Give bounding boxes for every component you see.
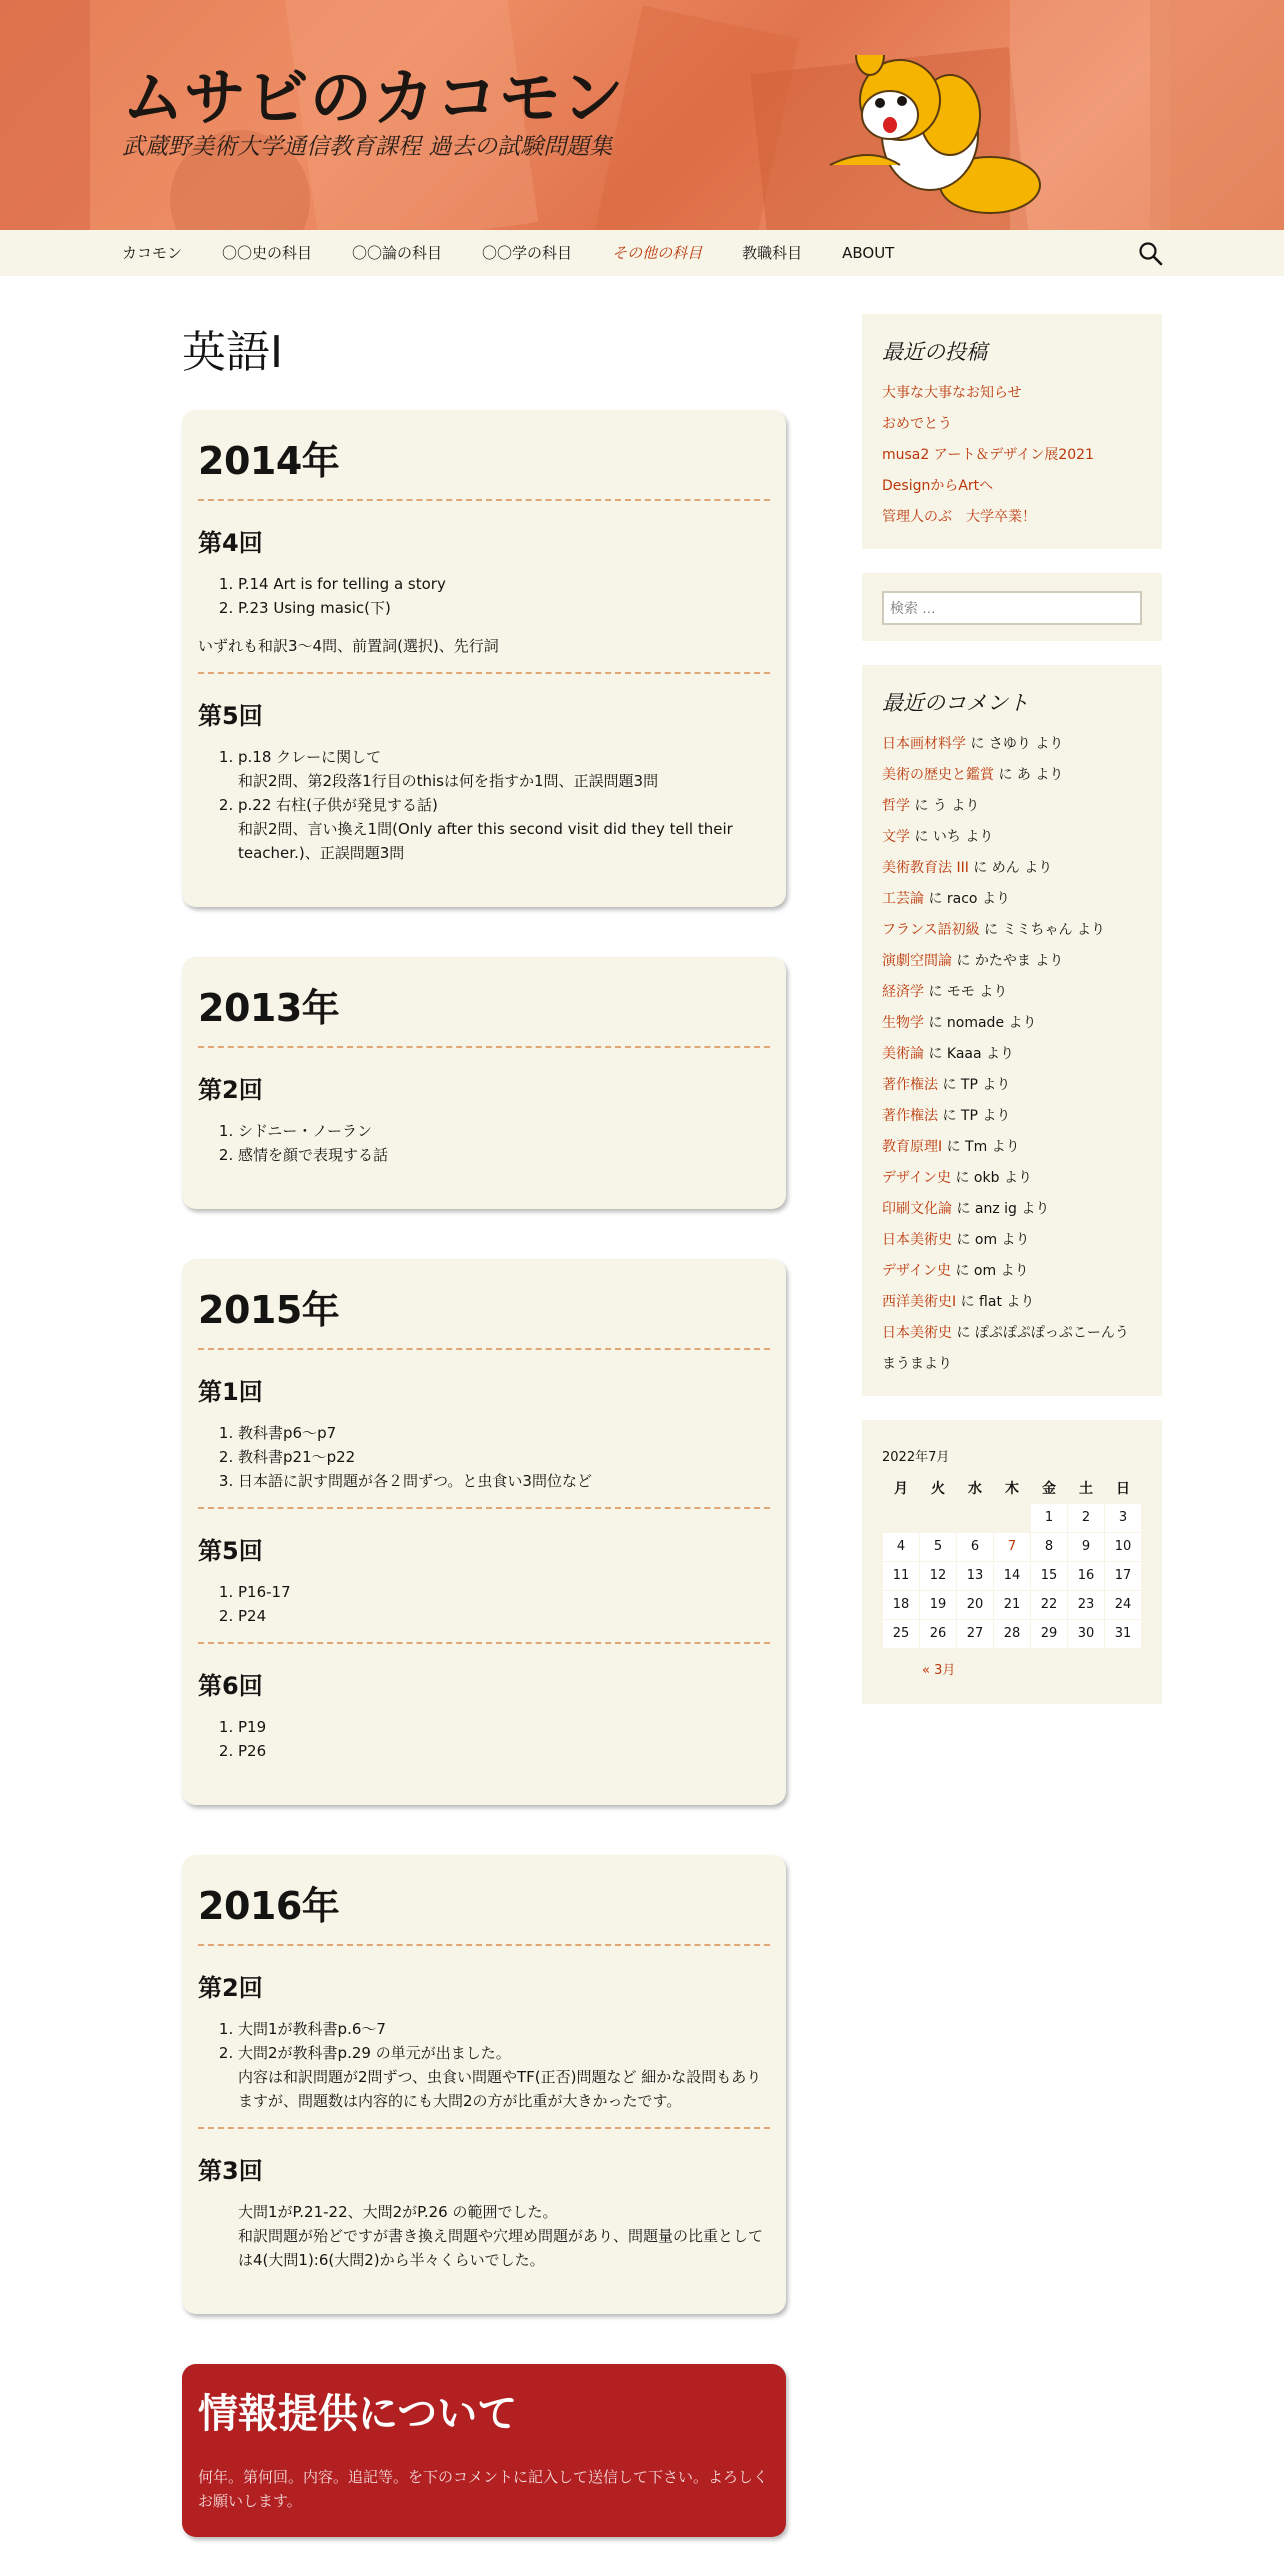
year-heading: 2014年 <box>198 439 340 483</box>
recent-post-link[interactable]: 大事な大事なお知らせ <box>882 385 1022 401</box>
calendar-empty-cell <box>994 1503 1031 1532</box>
recent-post-link[interactable]: おめでとう <box>882 416 952 432</box>
site-header <box>0 0 1284 230</box>
session-list <box>198 745 770 865</box>
comment-post-link[interactable]: 演劇空間論 <box>882 953 952 969</box>
nav-item-theory[interactable]: 〇〇論の科目 <box>352 244 443 262</box>
list-item-text: p.22 右柱(子供が発見する話) <box>238 796 438 814</box>
widget-title: 最近のコメント <box>882 691 1029 715</box>
calendar-day: 9 <box>1068 1532 1105 1561</box>
calendar-weekday: 金 <box>1042 1480 1056 1497</box>
comment-author: に めん より <box>968 860 1053 876</box>
recent-comment-item <box>882 1132 1142 1163</box>
calendar-day: 22 <box>1031 1590 1068 1619</box>
dashed-divider <box>198 672 770 674</box>
calendar-day[interactable]: 7 <box>994 1532 1031 1561</box>
year-card-2014 <box>182 410 786 907</box>
nav-item-studies[interactable]: 〇〇学の科目 <box>482 244 573 262</box>
recent-comment-item <box>882 1039 1142 1070</box>
session-list <box>198 1715 770 1763</box>
recent-comments-list <box>882 729 1142 1380</box>
list-item <box>238 745 770 793</box>
nav-item-history[interactable]: 〇〇史の科目 <box>222 244 313 262</box>
year-heading: 2015年 <box>198 1288 340 1332</box>
nav-item-other[interactable]: その他の科目 <box>612 244 703 262</box>
list-item-text: 大問2が教科書p.29 の単元が出ました。 <box>238 2044 511 2062</box>
dashed-divider <box>198 1507 770 1509</box>
recent-comment-item <box>882 1101 1142 1132</box>
calendar-day: 24 <box>1105 1590 1142 1619</box>
recent-comment-item <box>882 884 1142 915</box>
site-title[interactable]: ムサビのカコモン <box>122 61 625 134</box>
comment-author: に Kaaa より <box>924 1046 1015 1062</box>
calendar-weekday: 土 <box>1079 1480 1093 1497</box>
recent-comments-widget <box>862 665 1162 1396</box>
list-item: 1. 教科書p6～p7 <box>238 1421 770 1445</box>
comment-post-link[interactable]: 経済学 <box>882 984 924 1000</box>
recent-post-link[interactable]: 管理人のぶ 大学卒業！ <box>882 509 1036 525</box>
widget-title: 最近の投稿 <box>882 340 987 364</box>
recent-comment-item <box>882 915 1142 946</box>
recent-comment-item <box>882 791 1142 822</box>
list-item: 1. P19 <box>238 1715 770 1739</box>
comment-post-link[interactable]: 印刷文化論 <box>882 1201 952 1217</box>
comment-author: に さゆり より <box>966 736 1064 752</box>
session-heading: 第3回 <box>198 2157 263 2185</box>
comment-post-link[interactable]: 教育原理Ⅰ <box>882 1139 943 1155</box>
list-item: 2. P24 <box>238 1604 770 1628</box>
calendar-day: 8 <box>1031 1532 1068 1561</box>
calendar-day: 4 <box>883 1532 920 1561</box>
recent-comment-item <box>882 1194 1142 1225</box>
calendar-table <box>882 1473 1142 1649</box>
comment-author: に Tm より <box>942 1139 1020 1155</box>
year-card-2013 <box>182 957 786 1209</box>
sidebar <box>862 314 1162 1728</box>
calendar-day: 1 <box>1031 1503 1068 1532</box>
recent-comment-item <box>882 1318 1142 1380</box>
list-item: 2. 感情を顔で表現する話 <box>238 1143 770 1167</box>
comment-author: に raco より <box>924 891 1010 907</box>
comment-author: に ミミちゃん より <box>979 922 1105 938</box>
session-list <box>198 572 770 620</box>
calendar-day: 25 <box>883 1619 920 1648</box>
comment-author: に う より <box>910 798 980 814</box>
session-heading: 第5回 <box>198 702 263 730</box>
recent-comment-item <box>882 822 1142 853</box>
calendar-day: 27 <box>957 1619 994 1648</box>
list-item: 2. P26 <box>238 1739 770 1763</box>
year-card-2015 <box>182 1259 786 1805</box>
year-heading: 2016年 <box>198 1884 340 1928</box>
calendar-weekday: 月 <box>894 1480 908 1497</box>
calendar-day: 20 <box>957 1590 994 1619</box>
calendar-day: 13 <box>957 1561 994 1590</box>
list-item: 3. 日本語に訳す問題が各２問ずつ。と虫食い3問位など <box>238 1469 770 1493</box>
calendar-day: 14 <box>994 1561 1031 1590</box>
comment-author: に anz ig より <box>952 1201 1050 1217</box>
list-item: 1. シドニー・ノーラン <box>238 1119 770 1143</box>
search-widget <box>862 573 1162 641</box>
info-text: 何年。第何回。内容。追記等。を下のコメントに記入して送信して下さい。よろしくお願いします。 <box>198 2468 769 2510</box>
main-content <box>182 276 786 2537</box>
calendar-day: 6 <box>957 1532 994 1561</box>
recent-post-item <box>882 409 1142 440</box>
calendar-empty-cell <box>957 1503 994 1532</box>
calendar-day: 11 <box>883 1561 920 1590</box>
calendar-caption: 2022年7月 <box>882 1450 950 1465</box>
session-note: いずれも和訳3～4問、前置詞(選択)、先行詞 <box>198 637 499 655</box>
comment-post-link[interactable]: 哲学 <box>882 798 910 814</box>
dashed-divider <box>198 499 770 501</box>
list-item: 1. P.14 Art is for telling a story <box>238 572 770 596</box>
page-title: 英語Ⅰ <box>182 327 283 378</box>
session-note: 大問1がP.21-22、大問2がP.26 の範囲でした。 和訳問題が殆どですが書き換え問題や穴埋め問題があり、問題量の比重としては4(大問1):6(大問2)から半々くらいでした。 <box>238 2203 764 2269</box>
calendar-day: 16 <box>1068 1561 1105 1590</box>
recent-post-item <box>882 378 1142 409</box>
recent-comment-item <box>882 1287 1142 1318</box>
comment-author: に om より <box>952 1232 1030 1248</box>
comment-post-link[interactable]: 日本美術史 <box>882 1232 952 1248</box>
session-heading: 第1回 <box>198 1378 263 1406</box>
comment-author: に あ より <box>994 767 1064 783</box>
site-description: 武蔵野美術大学通信教育課程 過去の試験問題集 <box>122 134 613 160</box>
comment-post-link[interactable]: デザイン史 <box>882 1263 952 1279</box>
dashed-divider <box>198 1348 770 1350</box>
calendar-day: 12 <box>920 1561 957 1590</box>
recent-comment-item <box>882 1256 1142 1287</box>
nav-item-about[interactable]: ABOUT <box>842 244 895 262</box>
calendar-day: 10 <box>1105 1532 1142 1561</box>
comment-post-link[interactable]: 著作権法 <box>882 1077 938 1093</box>
calendar-day: 28 <box>994 1619 1031 1648</box>
session-heading: 第5回 <box>198 1537 263 1565</box>
calendar-day: 5 <box>920 1532 957 1561</box>
year-heading: 2013年 <box>198 986 340 1030</box>
list-item-detail: 和訳2問、言い換え1問(Only after this second visit did they tell their teacher.)、正誤問題3問 <box>238 820 733 862</box>
calendar-day: 31 <box>1105 1619 1142 1648</box>
calendar-weekday: 日 <box>1116 1480 1130 1497</box>
comment-post-link[interactable]: 日本画材料学 <box>882 736 966 752</box>
info-title: 情報提供について <box>198 2391 518 2437</box>
calendar-weekday: 水 <box>968 1480 982 1497</box>
session-list <box>198 1580 770 1628</box>
comment-author: に かたやま より <box>952 953 1064 969</box>
recent-post-item <box>882 440 1142 471</box>
nav-item-teaching[interactable]: 教職科目 <box>742 244 803 262</box>
recent-post-link[interactable]: DesignからArtへ <box>882 478 994 494</box>
list-item <box>238 793 770 865</box>
recent-comment-item <box>882 853 1142 884</box>
comment-post-link[interactable]: 生物学 <box>882 1015 924 1031</box>
list-item: 2. P.23 Using masic(下) <box>238 596 770 620</box>
comment-post-link[interactable]: 日本美術史 <box>882 1325 952 1341</box>
calendar-day: 26 <box>920 1619 957 1648</box>
list-item-detail: 和訳2問、第2段落1行目のthisは何を指すか1問、正誤問題3問 <box>238 772 659 790</box>
recent-comment-item <box>882 760 1142 791</box>
comment-post-link[interactable]: フランス語初級 <box>882 922 980 938</box>
main-nav <box>0 230 1284 276</box>
calendar-weekday: 火 <box>931 1480 945 1497</box>
list-item-detail: 内容は和訳問題が2問ずつ、虫食い問題やTF(正否)問題など 細かな設問もありますが、問題数は内容的にも大問2の方が比重が大きかったです。 <box>238 2068 762 2110</box>
session-heading: 第2回 <box>198 1974 263 2002</box>
calendar-day: 17 <box>1105 1561 1142 1590</box>
calendar-day: 21 <box>994 1590 1031 1619</box>
recent-comment-item <box>882 1225 1142 1256</box>
calendar-weekday: 木 <box>1005 1480 1019 1497</box>
comment-post-link[interactable]: 西洋美術史Ⅰ <box>882 1294 957 1310</box>
calendar-empty-cell <box>920 1503 957 1532</box>
calendar-day: 19 <box>920 1590 957 1619</box>
dashed-divider <box>198 2127 770 2129</box>
comment-author: に okb より <box>951 1170 1032 1186</box>
year-card-2016 <box>182 1855 786 2314</box>
calendar-empty-cell <box>883 1503 920 1532</box>
recent-post-link[interactable]: musa2 アート＆デザイン展2021 <box>882 447 1094 463</box>
calendar-day: 2 <box>1068 1503 1105 1532</box>
dashed-divider <box>198 1046 770 1048</box>
comment-post-link[interactable]: 美術論 <box>882 1046 924 1062</box>
comment-post-link[interactable]: 文学 <box>882 829 910 845</box>
list-item: 2. 教科書p21～p22 <box>238 1445 770 1469</box>
calendar-day: 30 <box>1068 1619 1105 1648</box>
recent-post-item <box>882 502 1142 533</box>
search-icon[interactable] <box>1138 241 1164 267</box>
comment-author: に TP より <box>938 1108 1011 1124</box>
list-item <box>238 2041 770 2113</box>
mascot-logo <box>810 55 1050 225</box>
comment-author: に TP より <box>938 1077 1011 1093</box>
comment-author: に ぽぷぽぷぽっぷこーんうまうまより <box>882 1325 1129 1372</box>
comment-author: に nomade より <box>924 1015 1037 1031</box>
calendar-day: 18 <box>883 1590 920 1619</box>
comment-post-link[interactable]: 美術教育法 III <box>882 860 969 876</box>
recent-comment-item <box>882 1008 1142 1039</box>
comment-author: に flat より <box>956 1294 1035 1310</box>
recent-comment-item <box>882 1070 1142 1101</box>
calendar-day: 29 <box>1031 1619 1068 1648</box>
nav-item-kakomon[interactable]: カコモン <box>122 244 183 262</box>
session-heading: 第4回 <box>198 529 263 557</box>
recent-post-item <box>882 471 1142 502</box>
calendar-day: 23 <box>1068 1590 1105 1619</box>
comment-post-link[interactable]: 工芸論 <box>882 891 924 907</box>
dashed-divider <box>198 1642 770 1644</box>
session-list <box>198 2017 770 2113</box>
list-item: 1. 大問1が教科書p.6〜7 <box>238 2017 770 2041</box>
recent-comment-item <box>882 1163 1142 1194</box>
comment-author: に モモ より <box>924 984 1008 1000</box>
comment-post-link[interactable]: 美術の歴史と鑑賞 <box>882 767 994 783</box>
calendar-day: 3 <box>1105 1503 1142 1532</box>
recent-comment-item <box>882 729 1142 760</box>
search-input[interactable] <box>882 591 1142 625</box>
recent-comment-item <box>882 977 1142 1008</box>
session-list <box>198 1421 770 1493</box>
comment-post-link[interactable]: 著作権法 <box>882 1108 938 1124</box>
comment-post-link[interactable]: デザイン史 <box>882 1170 952 1186</box>
comment-author: に om より <box>951 1263 1029 1279</box>
session-heading: 第2回 <box>198 1076 263 1104</box>
comment-author: に いち より <box>910 829 994 845</box>
session-heading: 第6回 <box>198 1672 263 1700</box>
list-item: 1. P16-17 <box>238 1580 770 1604</box>
dashed-divider <box>198 1944 770 1946</box>
info-card <box>182 2364 786 2537</box>
calendar-day: 15 <box>1031 1561 1068 1590</box>
recent-posts-widget <box>862 314 1162 549</box>
list-item-text: p.18 クレーに関して <box>238 748 382 766</box>
recent-comment-item <box>882 946 1142 977</box>
calendar-widget <box>862 1420 1162 1704</box>
session-list <box>198 1119 770 1167</box>
calendar-prev-link[interactable]: « 3月 <box>922 1662 956 1678</box>
